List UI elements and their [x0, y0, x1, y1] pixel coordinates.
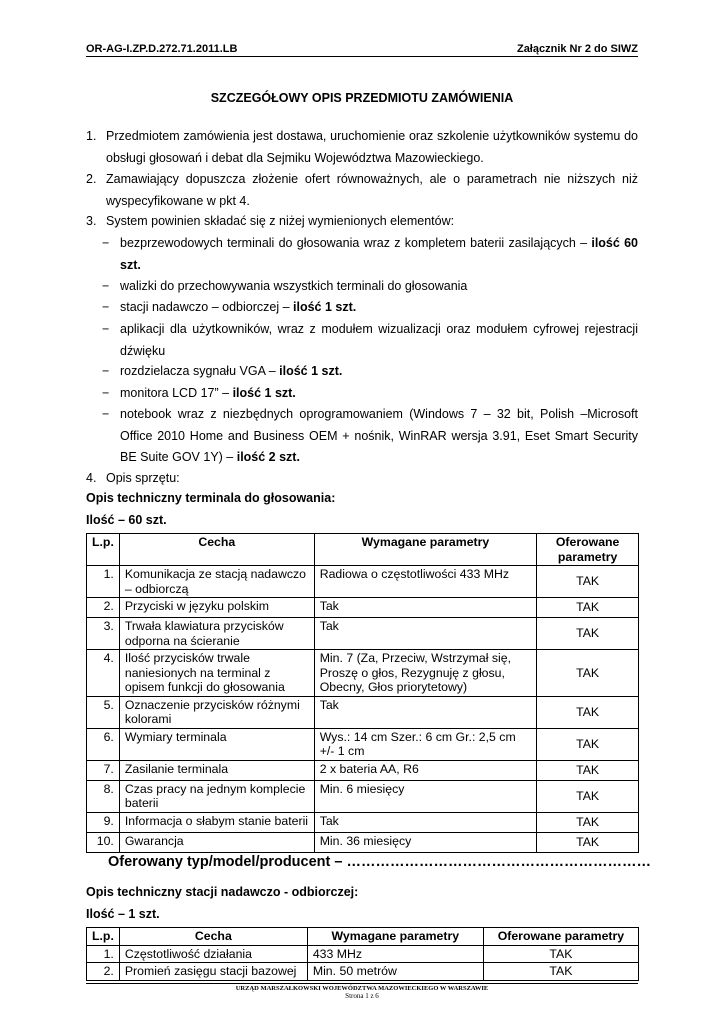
cell-required: 433 MHz [307, 945, 483, 963]
cell-lp: 1. [87, 945, 120, 963]
point-number: 4. [86, 471, 97, 485]
point-1 [86, 126, 638, 169]
document-reference: OR-AG-I.ZP.D.272.71.2011.LB [86, 43, 238, 55]
col-header-required: Wymagane parametry [314, 534, 537, 566]
table-header-row [87, 534, 639, 566]
cell-feature: Ilość przycisków trwale naniesionych na terminal z opisem funkcji do głosowania [119, 650, 314, 697]
bullet-text: walizki do przechowywania wszystkich terminali do głosowania [120, 279, 468, 293]
point-4 [86, 468, 638, 490]
point-2 [86, 169, 638, 212]
table-row [87, 812, 639, 832]
table-row [87, 650, 639, 697]
header-divider [86, 56, 638, 57]
cell-feature: Trwała klawiatura przycisków odporna na ścieranie [119, 618, 314, 650]
cell-feature: Wymiary terminala [119, 728, 314, 760]
cell-feature: Gwarancja [119, 832, 314, 852]
col-header-lp: L.p. [87, 928, 120, 946]
bullet-item [102, 276, 638, 298]
cell-offered: TAK [537, 696, 639, 728]
bullet-text: rozdzielacza sygnału VGA – [120, 364, 280, 378]
dash-marker: − [102, 279, 110, 293]
cell-required: 2 x bateria AA, R6 [314, 760, 537, 780]
bullet-item [102, 319, 638, 362]
table-row [87, 963, 639, 981]
cell-offered: TAK [537, 832, 639, 852]
terminal-spec-table [86, 533, 639, 853]
bullet-item [102, 361, 638, 383]
cell-lp: 3. [87, 618, 120, 650]
document-title: SZCZEGÓŁOWY OPIS PRZEDMIOTU ZAMÓWIENIA [210, 91, 514, 105]
bullet-quantity: ilość 1 szt. [293, 300, 357, 314]
cell-offered: TAK [483, 945, 638, 963]
cell-lp: 6. [87, 728, 120, 760]
dash-marker: − [102, 322, 110, 336]
col-header-lp: L.p. [87, 534, 120, 566]
table-header-row [87, 928, 639, 946]
bullet-quantity: ilość 60 szt. [120, 236, 638, 272]
point-text: Opis sprzętu: [106, 471, 180, 485]
cell-required: Min. 7 (Za, Przeciw, Wstrzymał się, Proszę o głos, Rezygnuję z głosu, Obecny, Głos priorytetowy) [314, 650, 537, 697]
station-quantity: Ilość – 1 szt. [86, 907, 160, 921]
cell-lp: 1. [87, 566, 120, 598]
offered-model-line: Oferowany typ/model/producent – ……………………………………………………… [108, 854, 651, 870]
cell-offered: TAK [537, 728, 639, 760]
point-text: System powinien składać się z niżej wymienionych elementów: [106, 214, 455, 228]
table-row [87, 780, 639, 812]
cell-feature: Informacja o słabym stanie baterii [119, 812, 314, 832]
col-header-offered: Oferowane parametry [537, 534, 639, 566]
col-header-required: Wymagane parametry [307, 928, 483, 946]
cell-offered: TAK [537, 598, 639, 618]
table-row [87, 832, 639, 852]
col-header-feature: Cecha [119, 928, 307, 946]
terminal-quantity: Ilość – 60 szt. [86, 513, 167, 527]
dash-marker: − [102, 407, 110, 421]
bullet-quantity: ilość 1 szt. [279, 364, 343, 378]
dash-marker: − [102, 386, 110, 400]
bullet-text: stacji nadawczo – odbiorczej – [120, 300, 294, 314]
bullet-text: aplikacji dla użytkowników, wraz z modułem wizualizacji oraz modułem cyfrowej rejestracji dźwięku [120, 322, 638, 358]
cell-feature: Komunikacja ze stacją nadawczo – odbiorczą [119, 566, 314, 598]
cell-required: Min. 6 miesięcy [314, 780, 537, 812]
col-header-offered: Oferowane parametry [483, 928, 638, 946]
table-row [87, 945, 639, 963]
bullet-item [102, 233, 638, 276]
bullet-quantity: ilość 2 szt. [236, 450, 300, 464]
attachment-label: Załącznik Nr 2 do SIWZ [516, 43, 638, 55]
cell-offered: TAK [537, 566, 639, 598]
station-spec-table [86, 927, 639, 981]
cell-offered: TAK [483, 963, 638, 981]
cell-feature: Czas pracy na jednym komplecie baterii [119, 780, 314, 812]
terminal-heading: Opis techniczny terminala do głosowania: [86, 491, 336, 505]
cell-required: Min. 36 miesięcy [314, 832, 537, 852]
cell-required: Min. 50 metrów [307, 963, 483, 981]
cell-lp: 8. [87, 780, 120, 812]
cell-offered: TAK [537, 618, 639, 650]
point-number: 2. [86, 172, 97, 186]
cell-feature: Oznaczenie przycisków różnymi kolorami [119, 696, 314, 728]
cell-lp: 5. [87, 696, 120, 728]
cell-required: Radiowa o częstotliwości 433 MHz [314, 566, 537, 598]
cell-feature: Częstotliwość działania [119, 945, 307, 963]
table-row [87, 566, 639, 598]
point-3 [86, 211, 638, 233]
cell-feature: Promień zasięgu stacji bazowej [119, 963, 307, 981]
cell-offered: TAK [537, 812, 639, 832]
cell-offered: TAK [537, 760, 639, 780]
cell-lp: 2. [87, 598, 120, 618]
cell-required: Tak [314, 812, 537, 832]
bullet-item [102, 383, 638, 405]
bullet-quantity: ilość 1 szt. [232, 386, 296, 400]
table-row [87, 728, 639, 760]
station-heading: Opis techniczny stacji nadawczo - odbiorczej: [86, 885, 359, 899]
bullet-text: notebook wraz z niezbędnych oprogramowaniem (Windows 7 – 32 bit, Polish –Microsoft Office 2010 Home and Business OEM + nośnik, WinRAR wersja 3.91, Eset Smart Security BE Suite GOV 1Y) – [120, 407, 638, 464]
point-number: 3. [86, 214, 97, 228]
cell-offered: TAK [537, 780, 639, 812]
cell-lp: 2. [87, 963, 120, 981]
dash-marker: − [102, 236, 110, 250]
point-text: Przedmiotem zamówienia jest dostawa, uruchomienie oraz szkolenie użytkowników systemu do obsługi głosowań i debat dla Sejmiku Województwa Mazowieckiego. [106, 129, 638, 165]
cell-lp: 7. [87, 760, 120, 780]
cell-feature: Przyciski w języku polskim [119, 598, 314, 618]
point-text: Zamawiający dopuszcza złożenie ofert równoważnych, ale o parametrach nie niższych niż wyspecyfikowane w pkt 4. [106, 172, 638, 208]
page-number: Strona 1 z 6 [345, 992, 379, 1000]
dash-marker: − [102, 300, 110, 314]
dash-marker: − [102, 364, 110, 378]
bullet-text: bezprzewodowych terminali do głosowania wraz z kompletem baterii zasilających – [120, 236, 592, 250]
table-row [87, 760, 639, 780]
cell-lp: 4. [87, 650, 120, 697]
cell-required: Tak [314, 696, 537, 728]
cell-required: Wys.: 14 cm Szer.: 6 cm Gr.: 2,5 cm +/- 1 cm [314, 728, 537, 760]
cell-required: Tak [314, 618, 537, 650]
table-row [87, 618, 639, 650]
bullet-item [102, 297, 638, 319]
footer-divider [86, 983, 638, 984]
point-number: 1. [86, 129, 97, 143]
cell-required: Tak [314, 598, 537, 618]
bullet-text: monitora LCD 17” – [120, 386, 233, 400]
col-header-feature: Cecha [119, 534, 314, 566]
table-row [87, 598, 639, 618]
cell-offered: TAK [537, 650, 639, 697]
bullet-item [102, 404, 638, 469]
cell-feature: Zasilanie terminala [119, 760, 314, 780]
footer-office: URZĄD MARSZAŁKOWSKI WOJEWÓDZTWA MAZOWIECKIEGO W WARSZAWIE [235, 985, 489, 992]
cell-lp: 9. [87, 812, 120, 832]
cell-lp: 10. [87, 832, 120, 852]
table-row [87, 696, 639, 728]
